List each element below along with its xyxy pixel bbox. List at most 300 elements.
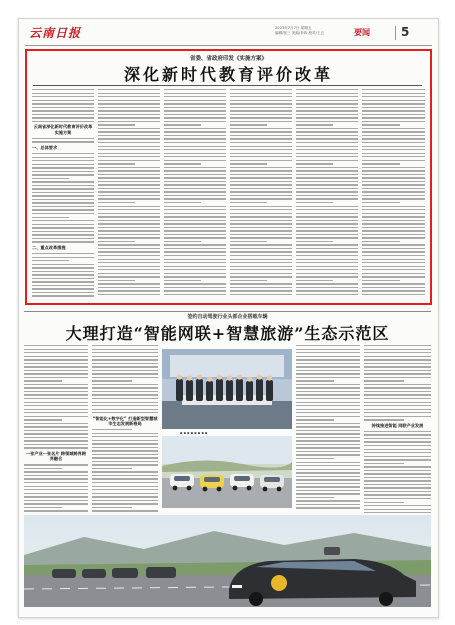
text-line xyxy=(362,131,425,132)
article-subheading: 一张产业一张名片 跨领域跨界跨界融合 xyxy=(25,450,87,462)
text-line xyxy=(32,110,94,111)
text-line xyxy=(296,248,358,249)
text-line xyxy=(32,224,94,225)
text-line xyxy=(32,185,94,186)
article-education-reform[interactable] xyxy=(25,49,432,305)
text-line xyxy=(92,440,158,441)
issue-meta: 2023年7月7日 星期五 编辑/张三 美编/李四 校对/王五 xyxy=(275,26,325,35)
text-line xyxy=(32,234,94,235)
text-line xyxy=(362,216,425,217)
text-line xyxy=(164,287,226,288)
text-line xyxy=(32,178,69,179)
text-line xyxy=(32,100,94,101)
text-line xyxy=(362,248,425,249)
text-line xyxy=(230,244,292,245)
text-line xyxy=(98,110,160,111)
text-line xyxy=(32,199,94,200)
text-line xyxy=(364,349,431,350)
text-line xyxy=(24,409,88,410)
text-line xyxy=(32,278,94,279)
text-line xyxy=(98,259,160,260)
text-line xyxy=(92,464,158,465)
text-line xyxy=(362,244,425,245)
text-line xyxy=(230,114,292,115)
text-line xyxy=(230,273,292,274)
text-line xyxy=(296,276,358,277)
text-line xyxy=(296,507,360,508)
text-line xyxy=(24,426,88,427)
text-line xyxy=(98,153,160,154)
text-line xyxy=(364,445,431,446)
text-line xyxy=(296,451,360,452)
text-line xyxy=(98,290,160,291)
text-line xyxy=(296,89,358,90)
text-line xyxy=(92,482,158,483)
text-line xyxy=(24,489,88,490)
text-line xyxy=(296,465,360,466)
text-line xyxy=(24,475,88,476)
text-line xyxy=(362,160,425,161)
text-line xyxy=(24,345,88,346)
text-line xyxy=(230,191,292,192)
text-line xyxy=(98,220,160,221)
text-line xyxy=(364,363,431,364)
text-line xyxy=(362,234,425,235)
text-line xyxy=(92,461,158,462)
text-line xyxy=(364,370,431,371)
text-line xyxy=(364,391,431,392)
text-line xyxy=(98,294,160,295)
text-line xyxy=(32,153,94,154)
article1-column-1 xyxy=(32,89,94,299)
text-line xyxy=(230,181,292,182)
text-line xyxy=(24,416,88,417)
text-line xyxy=(362,188,425,189)
text-line xyxy=(362,251,425,252)
text-line xyxy=(296,259,358,260)
text-line xyxy=(364,345,431,346)
text-line xyxy=(164,153,226,154)
text-line xyxy=(362,269,425,270)
text-line xyxy=(164,188,226,189)
text-line xyxy=(32,285,94,286)
text-line xyxy=(296,153,358,154)
text-line xyxy=(362,273,425,274)
text-line xyxy=(98,283,160,284)
text-line xyxy=(98,156,160,157)
text-line xyxy=(24,366,88,367)
text-line xyxy=(296,423,360,424)
text-line xyxy=(296,188,358,189)
text-line xyxy=(230,177,292,178)
text-line xyxy=(362,262,425,263)
text-line xyxy=(92,352,158,353)
text-line xyxy=(32,188,94,189)
text-line xyxy=(32,209,94,210)
text-line xyxy=(24,359,88,360)
text-line xyxy=(296,198,358,199)
text-line xyxy=(164,276,226,277)
text-line xyxy=(296,380,334,381)
text-line xyxy=(92,380,132,381)
article2-column-2 xyxy=(92,345,158,513)
text-line xyxy=(296,234,358,235)
text-line xyxy=(296,458,334,459)
text-line xyxy=(230,227,292,228)
text-line xyxy=(362,177,425,178)
text-line xyxy=(164,121,226,122)
text-line xyxy=(230,128,292,129)
text-line xyxy=(296,209,358,210)
signing-ceremony-photo xyxy=(162,349,292,429)
text-line xyxy=(98,244,160,245)
text-line xyxy=(362,128,425,129)
text-line xyxy=(32,281,94,282)
text-line xyxy=(296,251,358,252)
text-line xyxy=(164,273,226,274)
text-line xyxy=(24,447,88,448)
text-line xyxy=(364,502,404,503)
text-line xyxy=(98,89,160,90)
text-line xyxy=(364,419,404,420)
article2-top-rule xyxy=(24,311,431,312)
text-line xyxy=(32,288,94,289)
text-line xyxy=(164,167,226,168)
text-line xyxy=(230,290,292,291)
text-line xyxy=(230,195,292,196)
text-line xyxy=(230,276,292,277)
text-line xyxy=(32,138,94,139)
text-line xyxy=(230,283,292,284)
text-line xyxy=(24,496,88,497)
text-line xyxy=(32,213,94,214)
text-line xyxy=(164,89,226,90)
article1-column-6 xyxy=(362,89,425,299)
text-line xyxy=(296,195,358,196)
article2-headline: 大理打造“智能网联+智慧旅游”生态示范区 xyxy=(65,324,390,343)
text-line xyxy=(98,287,160,288)
text-line xyxy=(364,456,431,457)
text-line xyxy=(92,384,158,385)
text-line xyxy=(364,405,431,406)
text-line xyxy=(362,294,425,295)
text-line xyxy=(296,497,334,498)
text-line xyxy=(296,493,360,494)
text-line xyxy=(296,384,360,385)
text-line xyxy=(24,356,88,357)
text-line xyxy=(364,394,431,395)
text-line xyxy=(296,430,360,431)
text-line xyxy=(92,489,158,490)
article1-column-4 xyxy=(230,89,292,299)
text-line xyxy=(362,255,425,256)
text-line xyxy=(32,192,94,193)
text-line xyxy=(98,184,160,185)
text-line xyxy=(296,462,360,463)
text-line xyxy=(24,394,88,395)
text-line xyxy=(364,377,431,378)
text-line xyxy=(98,266,160,267)
text-line xyxy=(230,146,292,147)
text-line xyxy=(98,280,135,281)
newspaper-logo: 云南日报 xyxy=(29,26,82,40)
text-line xyxy=(364,412,431,413)
text-line xyxy=(32,157,94,158)
text-line xyxy=(164,262,226,263)
text-line xyxy=(24,370,88,371)
article2-column-4 xyxy=(364,345,431,513)
text-line xyxy=(296,110,358,111)
text-line xyxy=(296,216,358,217)
text-line xyxy=(92,433,158,434)
text-line xyxy=(164,213,226,214)
text-line xyxy=(364,380,404,381)
text-line xyxy=(32,171,94,172)
text-line xyxy=(364,359,431,360)
article1-headline: 深化新时代教育评价改革 xyxy=(123,65,333,84)
text-line xyxy=(98,128,160,129)
text-line xyxy=(92,370,158,371)
text-line xyxy=(164,174,226,175)
text-line xyxy=(296,426,360,427)
text-line xyxy=(24,352,88,353)
text-line xyxy=(362,191,425,192)
text-line xyxy=(24,482,88,483)
text-line xyxy=(24,493,88,494)
text-line xyxy=(364,452,431,453)
text-line xyxy=(92,457,158,458)
text-line xyxy=(98,146,160,147)
text-line xyxy=(32,141,94,142)
text-line xyxy=(364,416,431,417)
text-line xyxy=(364,473,431,474)
text-line xyxy=(296,220,358,221)
text-line xyxy=(24,398,88,399)
article-subheading: “智能化+数字化” 打造新型智慧城市生态发展新格局 xyxy=(92,415,158,426)
text-line xyxy=(24,384,88,385)
text-line xyxy=(296,170,358,171)
text-line xyxy=(92,478,158,479)
text-line xyxy=(296,227,358,228)
text-line xyxy=(164,181,226,182)
text-line xyxy=(230,223,292,224)
text-line xyxy=(24,363,88,364)
text-line xyxy=(296,366,360,367)
text-line xyxy=(364,356,431,357)
text-line xyxy=(364,384,431,385)
text-line xyxy=(98,124,135,125)
text-line xyxy=(364,431,431,432)
text-line xyxy=(92,447,158,448)
text-line xyxy=(24,440,88,441)
text-line xyxy=(92,496,158,497)
text-line xyxy=(230,167,292,168)
text-line xyxy=(362,184,425,185)
text-line xyxy=(296,472,360,473)
text-line xyxy=(32,107,94,108)
text-line xyxy=(32,181,94,182)
text-line xyxy=(24,391,88,392)
text-line xyxy=(98,131,160,132)
text-line xyxy=(362,124,400,125)
text-line xyxy=(362,287,425,288)
text-line xyxy=(230,216,292,217)
text-line xyxy=(362,206,425,207)
text-line xyxy=(92,429,132,430)
text-line xyxy=(230,287,292,288)
text-line xyxy=(230,96,292,97)
text-line xyxy=(98,223,160,224)
text-line xyxy=(98,198,160,199)
text-line xyxy=(32,202,94,203)
text-line xyxy=(364,352,431,353)
text-line xyxy=(230,135,292,136)
text-line xyxy=(230,248,292,249)
article1-column-5 xyxy=(296,89,358,299)
text-line xyxy=(98,103,160,104)
text-line xyxy=(164,234,226,235)
text-line xyxy=(164,195,226,196)
text-line xyxy=(296,273,358,274)
text-line xyxy=(362,170,425,171)
text-line xyxy=(32,93,94,94)
text-line xyxy=(230,163,267,164)
text-line xyxy=(32,267,94,268)
text-line xyxy=(164,216,226,217)
text-line xyxy=(364,373,431,374)
text-line xyxy=(230,93,292,94)
text-line xyxy=(98,209,160,210)
text-line xyxy=(230,237,292,238)
text-line xyxy=(296,444,360,445)
text-line xyxy=(164,244,226,245)
text-line xyxy=(362,121,425,122)
text-line xyxy=(98,170,160,171)
text-line xyxy=(98,251,160,252)
text-line xyxy=(364,512,431,513)
text-line xyxy=(32,253,94,254)
text-line xyxy=(362,138,425,139)
text-line xyxy=(92,373,158,374)
text-line xyxy=(164,191,226,192)
text-line xyxy=(296,486,360,487)
text-line xyxy=(164,156,226,157)
text-line xyxy=(296,280,333,281)
text-line xyxy=(362,227,425,228)
text-line xyxy=(230,255,292,256)
text-line xyxy=(24,373,88,374)
text-line xyxy=(164,283,226,284)
text-line xyxy=(164,177,226,178)
text-line xyxy=(364,459,431,460)
text-line xyxy=(32,264,94,265)
text-line xyxy=(230,262,292,263)
article1-rule xyxy=(33,85,422,86)
text-line xyxy=(362,146,425,147)
text-line xyxy=(230,153,292,154)
text-line xyxy=(164,107,226,108)
text-line xyxy=(296,149,358,150)
text-line xyxy=(32,167,94,168)
text-line xyxy=(362,156,425,157)
text-line xyxy=(296,377,360,378)
text-line xyxy=(296,290,358,291)
article-subheading: 二、重点改革措施 xyxy=(32,244,66,250)
text-line xyxy=(164,241,201,242)
text-line xyxy=(362,230,425,231)
text-line xyxy=(92,500,158,501)
text-line xyxy=(98,202,135,203)
text-line xyxy=(164,220,226,221)
text-line xyxy=(296,352,360,353)
text-line xyxy=(164,114,226,115)
text-line xyxy=(32,260,69,261)
text-line xyxy=(296,394,360,395)
text-line xyxy=(24,510,88,511)
text-line xyxy=(364,398,431,399)
text-line xyxy=(296,184,358,185)
text-line xyxy=(230,170,292,171)
text-line xyxy=(230,209,292,210)
text-line xyxy=(364,466,431,467)
article-dali-smart-tourism[interactable] xyxy=(20,309,435,611)
text-line xyxy=(164,237,226,238)
text-line xyxy=(296,402,360,403)
text-line xyxy=(98,191,160,192)
text-line xyxy=(164,202,201,203)
text-line xyxy=(230,156,292,157)
text-line xyxy=(364,441,431,442)
text-line xyxy=(230,230,292,231)
text-line xyxy=(296,370,360,371)
text-line xyxy=(164,149,226,150)
text-line xyxy=(296,359,360,360)
photo-caption-signing: ▪ ▪ ▪ ▪ ▪ ▪ ▪ ▪ xyxy=(180,431,208,435)
text-line xyxy=(24,402,88,403)
text-line xyxy=(296,96,358,97)
text-line xyxy=(92,412,158,413)
text-line xyxy=(230,107,292,108)
text-line xyxy=(98,114,160,115)
text-line xyxy=(24,464,88,465)
text-line xyxy=(364,409,431,410)
text-line xyxy=(362,276,425,277)
text-line xyxy=(296,230,358,231)
text-line xyxy=(296,345,360,346)
text-line xyxy=(98,262,160,263)
text-line xyxy=(362,100,425,101)
autonomous-vehicles-photo xyxy=(162,436,292,508)
text-line xyxy=(92,402,158,403)
text-line xyxy=(164,138,226,139)
text-line xyxy=(362,89,425,90)
text-line xyxy=(296,447,360,448)
text-line xyxy=(362,213,425,214)
text-line xyxy=(364,449,431,450)
text-line xyxy=(92,345,158,346)
text-line xyxy=(296,363,360,364)
text-line xyxy=(32,160,94,161)
text-line xyxy=(230,149,292,150)
text-line xyxy=(164,117,226,118)
text-line xyxy=(296,100,358,101)
text-line xyxy=(24,433,88,434)
text-line xyxy=(362,103,425,104)
text-line xyxy=(230,89,292,90)
text-line xyxy=(92,366,158,367)
text-line xyxy=(230,280,267,281)
text-line xyxy=(296,419,334,420)
